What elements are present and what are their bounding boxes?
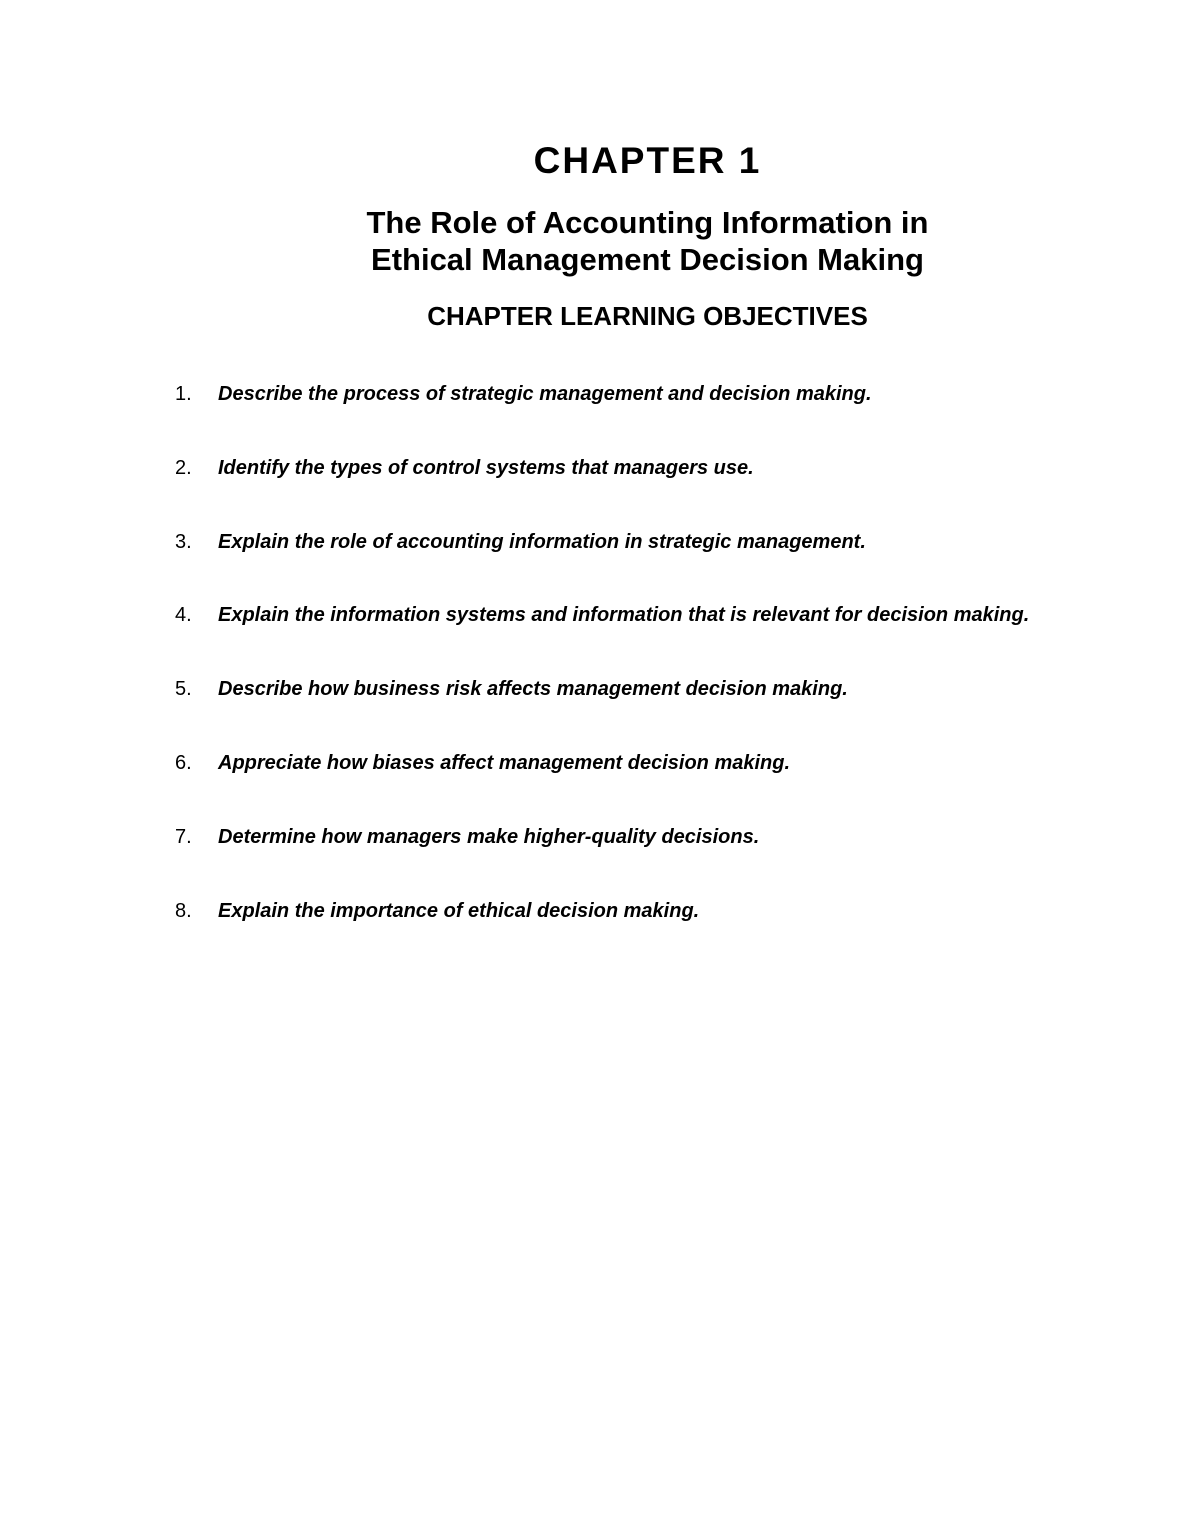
objective-number: 7. bbox=[175, 825, 192, 848]
objective-number: 3. bbox=[175, 530, 192, 553]
objective-item bbox=[0, 600, 1190, 674]
objective-item bbox=[0, 379, 1190, 453]
objective-text: Explain the role of accounting information in strategic management. bbox=[218, 530, 866, 553]
objective-text: Explain the information systems and information that is relevant for decision making. bbox=[218, 604, 1030, 627]
chapter-title bbox=[0, 204, 1190, 278]
learning-objectives-heading: CHAPTER LEARNING OBJECTIVES bbox=[427, 301, 868, 331]
objective-number: 2. bbox=[175, 456, 192, 479]
chapter-title-line-2: Ethical Management Decision Making bbox=[371, 242, 924, 277]
objective-number: 1. bbox=[175, 383, 192, 405]
objective-text: Identify the types of control systems that managers use. bbox=[218, 456, 754, 479]
objective-item bbox=[0, 896, 1190, 970]
objective-text: Describe how business risk affects management decision making. bbox=[218, 678, 848, 701]
objective-item bbox=[0, 453, 1190, 527]
objective-item bbox=[0, 674, 1190, 748]
learning-objectives-list bbox=[0, 379, 1190, 969]
objective-text: Appreciate how biases affect management decision making. bbox=[218, 751, 791, 774]
objective-item bbox=[0, 527, 1190, 601]
objective-text: Determine how managers make higher-quality decisions. bbox=[218, 825, 760, 848]
chapter-title-line-1: The Role of Accounting Information in bbox=[366, 205, 929, 240]
objective-text: Describe the process of strategic management and decision making. bbox=[218, 383, 872, 405]
objective-number: 8. bbox=[175, 899, 192, 922]
objective-number: 5. bbox=[175, 678, 192, 701]
chapter-number-heading: CHAPTER 1 bbox=[533, 140, 762, 181]
objective-item bbox=[0, 822, 1190, 896]
objective-item bbox=[0, 748, 1190, 822]
objective-number: 6. bbox=[175, 751, 192, 774]
objective-number: 4. bbox=[175, 604, 192, 627]
objective-text: Explain the importance of ethical decision making. bbox=[218, 899, 700, 922]
